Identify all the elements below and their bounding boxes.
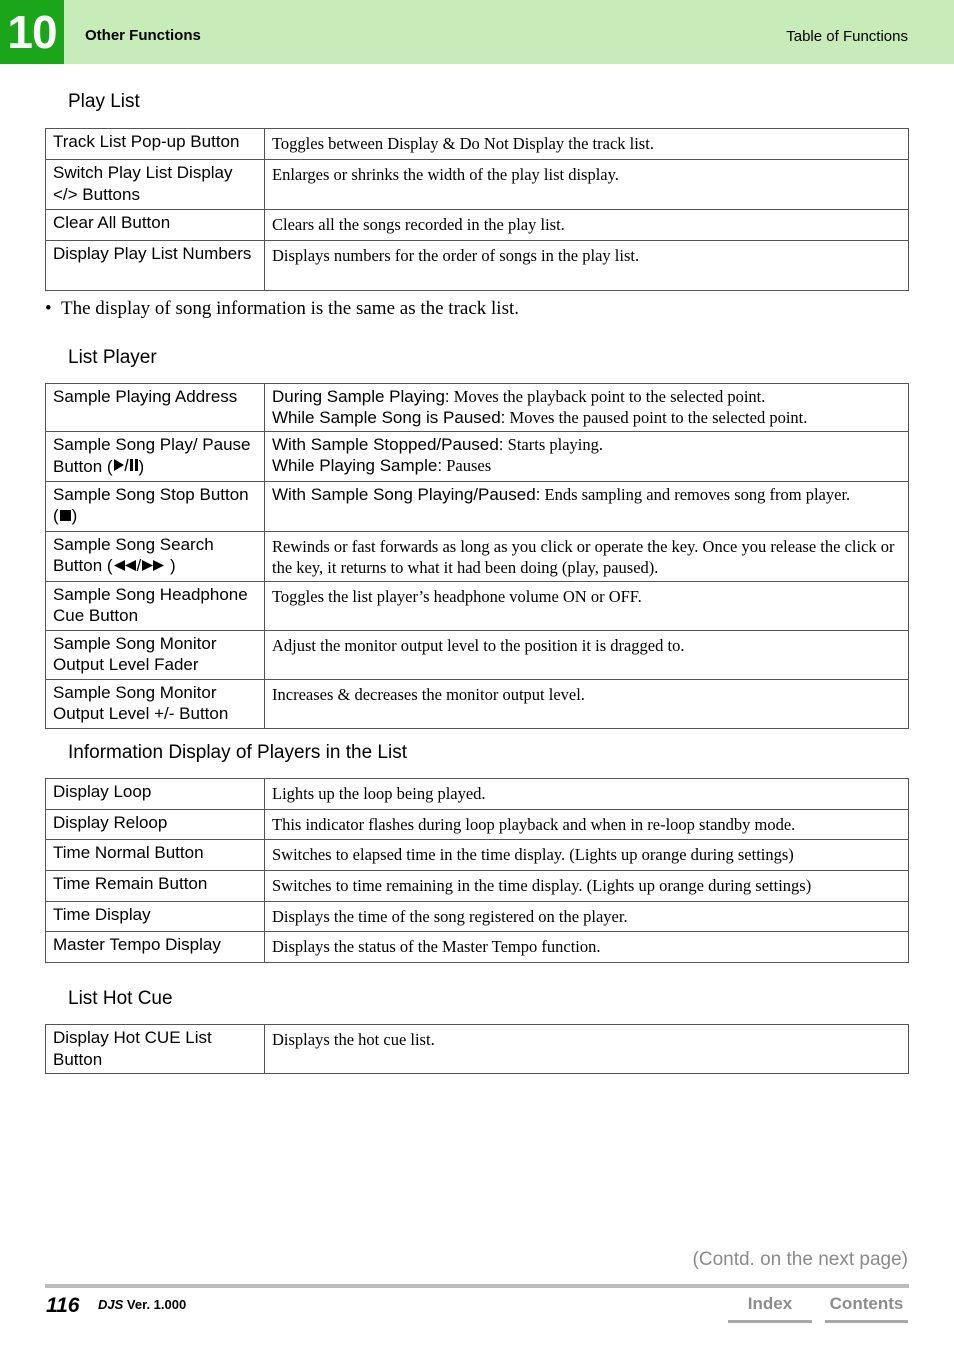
function-name: Master Tempo Display xyxy=(46,932,265,963)
table-row xyxy=(46,531,909,581)
function-desc: Displays the time of the song registered on the player. xyxy=(265,902,909,932)
hot-cue-table xyxy=(45,1024,909,1074)
name-text: ) xyxy=(71,506,78,526)
desc-text: Moves the paused point to the selected point. xyxy=(505,408,808,427)
table-row xyxy=(46,160,909,210)
name-text: Sample Song Search Button ( xyxy=(53,534,214,576)
function-name: Time Display xyxy=(46,902,265,932)
function-desc: Increases & decreases the monitor output level. xyxy=(265,679,909,728)
play-list-note: • The display of song information is the same as the track list. xyxy=(45,298,520,319)
desc-lead: With Sample Song Playing/Paused: xyxy=(272,484,541,504)
function-name: Clear All Button xyxy=(46,210,265,241)
function-desc xyxy=(265,481,909,531)
table-row xyxy=(46,241,909,291)
name-text: Sample Song Stop Button ( xyxy=(53,484,249,526)
play-pause-icon xyxy=(113,456,139,478)
table-row xyxy=(46,384,909,432)
stop-icon xyxy=(59,506,72,528)
footer-divider xyxy=(45,1284,909,1288)
function-desc: Clears all the songs recorded in the play list. xyxy=(265,210,909,241)
function-desc: Adjust the monitor output level to the position it is dragged to. xyxy=(265,630,909,679)
hot-cue-heading: List Hot Cue xyxy=(68,988,173,1009)
play-list-table xyxy=(45,128,909,291)
continued-note: (Contd. on the next page) xyxy=(692,1249,908,1270)
function-name: Sample Song Headphone Cue Button xyxy=(46,581,265,630)
function-desc: Switches to elapsed time in the time display. (Lights up orange during settings) xyxy=(265,840,909,871)
fast-forward-icon xyxy=(141,556,165,578)
table-row xyxy=(46,432,909,482)
function-name: Sample Song Monitor Output Level Fader xyxy=(46,630,265,679)
desc-lead: While Playing Sample: xyxy=(272,456,443,475)
list-player-heading: List Player xyxy=(68,347,157,368)
list-player-table xyxy=(45,383,909,729)
function-name: Track List Pop-up Button xyxy=(46,129,265,160)
rewind-icon xyxy=(113,556,137,578)
function-name: Sample Playing Address xyxy=(46,384,265,432)
function-name: Display Reloop xyxy=(46,810,265,840)
function-name xyxy=(46,531,265,581)
desc-lead: With Sample Stopped/Paused: xyxy=(272,435,504,454)
function-name: Time Remain Button xyxy=(46,871,265,902)
desc-lead: During Sample Playing: xyxy=(272,387,450,406)
function-desc: Displays numbers for the order of songs in the play list. xyxy=(265,241,909,291)
function-desc: Displays the hot cue list. xyxy=(265,1025,909,1074)
function-name xyxy=(46,432,265,482)
table-row xyxy=(46,871,909,902)
function-desc xyxy=(265,384,909,432)
function-desc: Toggles between Display & Do Not Display the track list. xyxy=(265,129,909,160)
chapter-number: 10 xyxy=(0,0,64,64)
desc-lead: While Sample Song is Paused: xyxy=(272,408,506,427)
page-number: 116 xyxy=(46,1294,80,1317)
table-row xyxy=(46,679,909,728)
function-name: Display Loop xyxy=(46,779,265,810)
chapter-title: Other Functions xyxy=(85,27,201,44)
desc-text: Ends sampling and removes song from player. xyxy=(540,484,851,504)
function-name: Display Play List Numbers xyxy=(46,241,265,291)
table-row xyxy=(46,779,909,810)
section-title: Table of Functions xyxy=(786,28,908,45)
table-row xyxy=(46,129,909,160)
function-name: Switch Play List Display </> Buttons xyxy=(46,160,265,210)
index-link[interactable]: Index xyxy=(728,1294,812,1323)
function-name: Display Hot CUE List Button xyxy=(46,1025,265,1074)
note-text: The display of song information is the same as the track list. xyxy=(61,298,520,319)
table-row xyxy=(46,840,909,871)
product-version xyxy=(98,1297,186,1312)
table-row xyxy=(46,932,909,963)
function-desc xyxy=(265,432,909,482)
info-display-heading: Information Display of Players in the List xyxy=(68,742,407,763)
function-desc: Rewinds or fast forwards as long as you click or operate the key. Once you release the click or the key, it returns to what it had been doing (play, paused). xyxy=(265,531,909,581)
function-desc: Switches to time remaining in the time display. (Lights up orange during settings) xyxy=(265,871,909,902)
name-text: ) xyxy=(138,456,145,476)
name-text: ) xyxy=(165,556,176,576)
info-display-table xyxy=(45,778,909,963)
desc-text: Moves the playback point to the selected point. xyxy=(449,387,766,406)
table-row xyxy=(46,630,909,679)
table-row xyxy=(46,581,909,630)
contents-link[interactable]: Contents xyxy=(825,1294,908,1323)
function-desc: Lights up the loop being played. xyxy=(265,779,909,810)
function-name: Time Normal Button xyxy=(46,840,265,871)
name-text: Sample Song Play/ Pause Button ( xyxy=(53,435,251,476)
table-row xyxy=(46,481,909,531)
function-name: Sample Song Monitor Output Level +/- Button xyxy=(46,679,265,728)
version-text: Ver. 1.000 xyxy=(126,1297,187,1312)
function-name xyxy=(46,481,265,531)
desc-text: Pauses xyxy=(442,456,492,475)
function-desc: This indicator flashes during loop playback and when in re-loop standby mode. xyxy=(265,810,909,840)
play-list-heading: Play List xyxy=(68,91,140,112)
table-row xyxy=(46,210,909,241)
table-row xyxy=(46,810,909,840)
function-desc: Enlarges or shrinks the width of the play list display. xyxy=(265,160,909,210)
product-name: DJS xyxy=(98,1297,124,1312)
table-row xyxy=(46,1025,909,1074)
function-desc: Displays the status of the Master Tempo function. xyxy=(265,932,909,963)
table-row xyxy=(46,902,909,932)
function-desc: Toggles the list player’s headphone volume ON or OFF. xyxy=(265,581,909,630)
desc-text: Starts playing. xyxy=(503,435,603,454)
slash-text: / xyxy=(136,556,142,576)
